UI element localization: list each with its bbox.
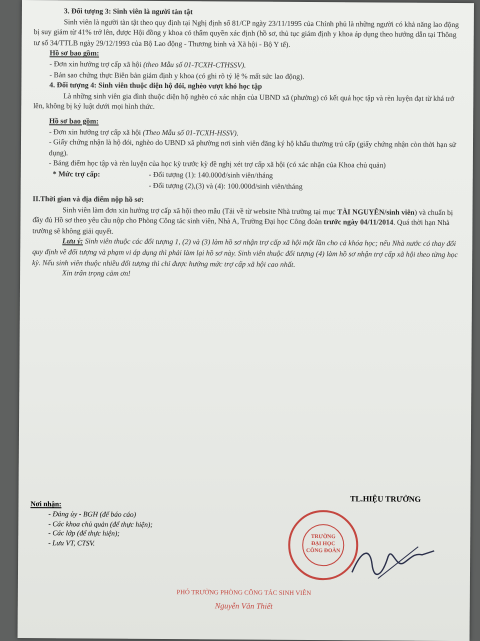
- section-3-item-1-note: (theo Mẫu số 01-TCXH-CTHSSV).: [143, 59, 246, 70]
- section-3-heading: 3. Đối tượng 3: Sinh viên là người tàn tật: [63, 6, 193, 17]
- section-3-item-1-text: - Đơn xin hưởng trợ cấp xã hội: [49, 59, 142, 69]
- section-4-heading: 4. Đối tượng 4: Sinh viên thuộc diện hộ đói, nghèo vượt khó học tập: [49, 80, 262, 91]
- section-4-body: Là những sinh viên gia đình thuộc diện hộ nghèo có xác nhận của UBND xã (phường) có kết quả học tập và rèn luyện đạt từ khá trở lên, không bị kỷ luật dưới mọi hình thức.: [33, 91, 455, 112]
- recipient-item: - Lưu VT, CTSV.: [48, 539, 95, 548]
- section-3-hoso-title: Hồ sơ bao gồm:: [49, 48, 100, 58]
- section-II-body: [32, 205, 460, 240]
- stamp-line: CÔNG ĐOÀN: [306, 547, 341, 555]
- muc-tro-cap-label: * Mức trợ cấp:: [52, 169, 101, 179]
- handwritten-signature: [348, 542, 438, 583]
- section-II-body-a: Sinh viên làm đơn xin hưởng trợ cấp xã hội theo mẫu (Tải về từ website Nhà trường tại mục: [62, 204, 338, 216]
- section-II-body-c: . Quá thời hạn Nhà trường sẽ không giải quyết.: [32, 217, 450, 236]
- section-II-body-bold-1: TÀI NGUYÊN/sinh viên: [337, 206, 415, 217]
- closing-text: Xin trân trọng cảm ơn!: [62, 268, 131, 279]
- stamp-line: TRƯỜNG: [310, 534, 336, 541]
- luu-y-text: Sinh viên thuộc các đối tượng 1, (2) và (3) làm hồ sơ nhận trợ cấp xã hội một lần cho cả khóa học; nếu Nhà nước có thay đổi quy định về đối tượng và phạm vi áp dụng thì phải làm lại hồ sơ này. Sinh viên thuộc đối tượng (4) làm hồ sơ nhận trợ cấp xã hội theo từng học kỳ. Nếu sinh viên thuộc nhiều đối tượng thì chỉ được hưởng mức trợ cấp xã hội cao nhất.: [32, 236, 458, 269]
- section-4-item-1-note: (Theo Mẫu số 01-TCXH-HSSV).: [142, 127, 239, 138]
- luu-y-label: Lưu ý:: [62, 236, 84, 246]
- section-4-item-2: - Giấy chứng nhận là hộ đói, nghèo do UBND xã phường nơi sinh viên đăng ký hộ khẩu thường trú cấp (giấy chứng nhận còn thời hạn sử dụng).: [48, 137, 457, 158]
- recipients-title: Nơi nhận:: [30, 500, 62, 509]
- section-3-body: Sinh viên là người tàn tật theo quy định tại Nghị định số 81/CP ngày 23/11/1995 của Chính phủ là những người có khả năng lao động bị suy giảm từ 41% trở lên, được Hội đồng y khoa có thẩm quyền xác định (hồ sơ, thủ tục giám định y khoa áp dụng theo hướng dẫn tại Thông tư số 34/TTLB ngày 29/12/1993 của Bộ Lao động - Thương binh và Xã hội - Bộ Y tế).: [33, 16, 459, 49]
- section-3-item-2: - Bản sao chứng thực Biên bản giám định y khoa (có ghi rõ tỷ lệ % mất sức lao động).: [49, 69, 305, 81]
- section-II-body-bold-2: trước ngày 04/11/2014: [323, 217, 394, 227]
- recipient-item: - Đảng ủy - BGH (để báo cáo): [48, 509, 137, 519]
- section-II-body-b: ) và chuẩn bị đầy đủ Hồ sơ theo yêu cầu nộp cho Phòng Công tác sinh viên, Nhà A, Trường Đại học Công đoàn: [32, 207, 453, 227]
- section-4-item-3: - Bảng điểm học tập và rèn luyện của học kỳ trước kỳ đề nghị xét trợ cấp xã hội (có xác nhận của Khoa chủ quản): [48, 158, 386, 170]
- recipients-block: [30, 500, 230, 550]
- stamp-line: ĐẠI HỌC: [311, 541, 336, 548]
- section-4-hoso-title: Hồ sơ bao gồm:: [49, 116, 99, 126]
- signer-name: Nguyễn Văn Thiết: [214, 601, 273, 611]
- section-4-item-1-text: - Đơn xin hưởng trợ cấp xã hội: [49, 126, 142, 137]
- document-body: [32, 6, 462, 282]
- section-II-heading: II.Thời gian và địa điểm nộp hồ sơ:: [32, 194, 144, 204]
- signature-title: TL.HIỆU TRƯỞNG: [350, 494, 421, 504]
- muc-tro-cap-2: - Đối tượng (2),(3) và (4): 100.000đ/sinh viên/tháng: [148, 180, 303, 191]
- document-page: [18, 0, 474, 641]
- recipient-item: - Các khoa chủ quản (để thực hiện);: [48, 519, 153, 529]
- muc-tro-cap-1: - Đối tượng (1): 140.000đ/sinh viên/tháng: [148, 169, 273, 180]
- signer-role: PHÓ TRƯỞNG PHÒNG CÔNG TÁC SINH VIÊN: [176, 589, 312, 598]
- luu-y-paragraph: [32, 237, 460, 272]
- recipient-item: - Các lớp (để thực hiện);: [48, 529, 120, 539]
- stamp-inner-ring: [302, 524, 344, 566]
